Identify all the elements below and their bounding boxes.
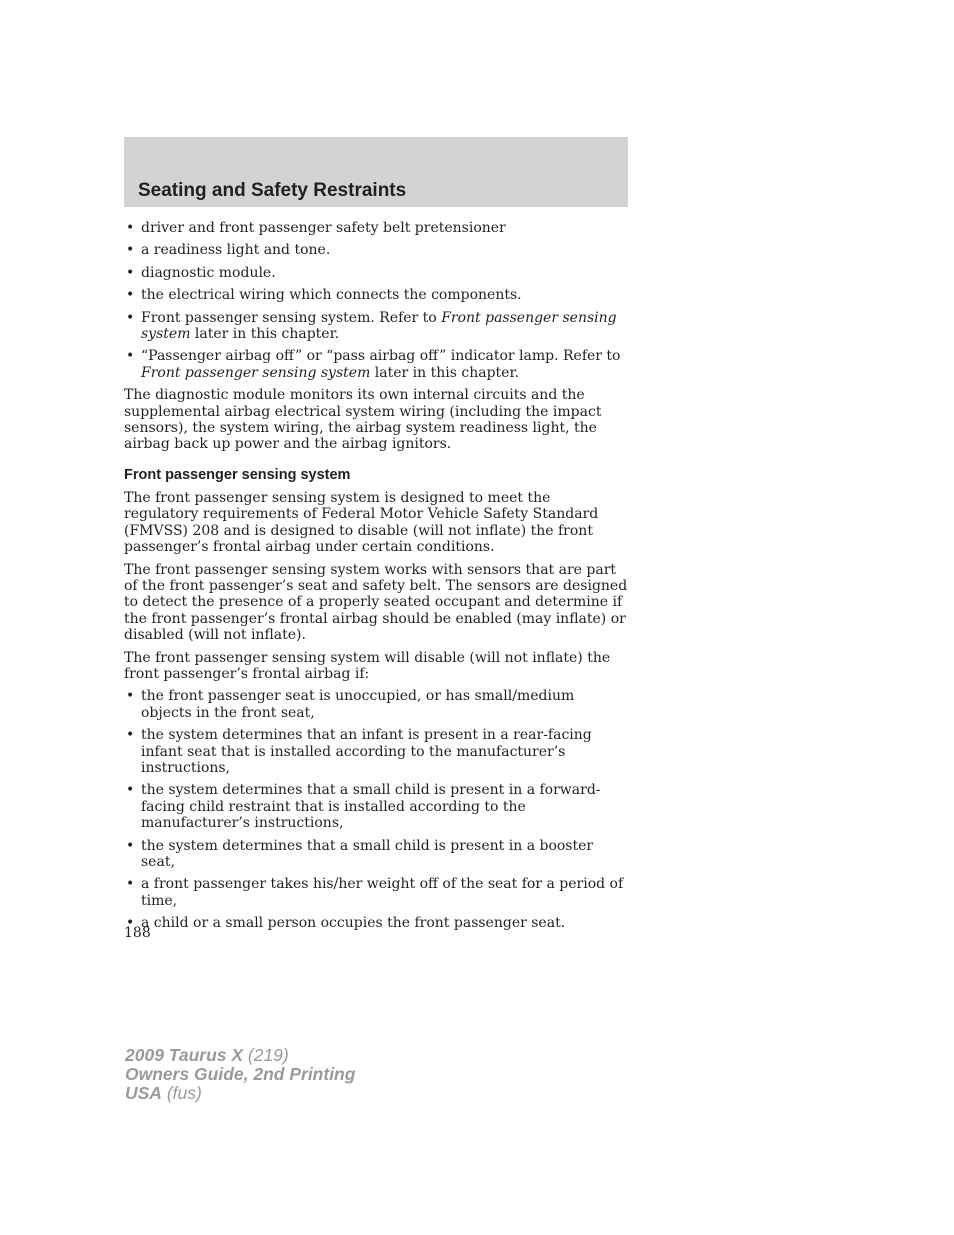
section-heading: Front passenger sensing system (124, 466, 351, 483)
paragraph: The front passenger sensing system will disable (will not inflate) the front passenger’s frontal airbag if: (124, 649, 611, 682)
diagnostic-module-paragraph: The diagnostic module monitors its own internal circuits and the supplemental airbag electrical system wiring (including the impact sensors), the system wiring, the airbag system readiness light, the airbag back up power and the airbag ignitors. (124, 387, 602, 453)
paragraph: The front passenger sensing system works with sensors that are part of the front passenger’s seat and safety belt. The sensors are designed to detect the presence of a properly seated occupant and determine if the front passenger’s frontal airbag should be enabled (may inflate) or disabled (will not inflate). (124, 561, 628, 644)
chapter-title: Seating and Safety Restraints (138, 180, 407, 201)
footer-line: 2009 Taurus X (219) (125, 1045, 289, 1065)
footer-line: USA (fus) (125, 1083, 202, 1103)
list-item: • driver and front passenger safety belt pretensioner (124, 220, 628, 236)
cross-reference: Front passenger sensing system (141, 309, 617, 343)
cross-reference: Front passenger sensing system (141, 364, 371, 381)
list-item: • the system determines that a small child is present in a forward-facing child restraint that is installed according to the manufacturer’s instructions, (124, 782, 628, 831)
list-item: • the front passenger seat is unoccupied, or has small/medium objects in the front seat, (124, 688, 628, 721)
chapter-header-band (124, 137, 628, 207)
list-item: • a readiness light and tone. (124, 242, 628, 258)
list-item: • a child or a small person occupies the front passenger seat. (124, 915, 628, 931)
page-content (124, 220, 628, 938)
list-item: • diagnostic module. (124, 265, 628, 281)
list-item: • the system determines that a small child is present in a booster seat, (124, 838, 628, 871)
airbag-components-list (124, 220, 628, 381)
page-number: 188 (124, 925, 151, 941)
list-item: • “Passenger airbag off” or “pass airbag off” indicator lamp. Refer to Front passenger sensing system later in this chapter. (124, 348, 628, 381)
footer-line: Owners Guide, 2nd Printing (125, 1064, 356, 1084)
list-item: • Front passenger sensing system. Refer to Front passenger sensing system later in this chapter. (124, 310, 628, 343)
document-footer (125, 1046, 355, 1103)
list-item: • the system determines that an infant is present in a rear-facing infant seat that is installed according to the manufacturer’s instructions, (124, 727, 628, 776)
list-item: • a front passenger takes his/her weight off of the seat for a period of time, (124, 876, 628, 909)
list-item: • the electrical wiring which connects the components. (124, 287, 628, 303)
paragraph: The front passenger sensing system is designed to meet the regulatory requirements of Federal Motor Vehicle Safety Standard (FMVSS) 208 and is designed to disable (will not inflate) the front passenger’s frontal airbag under certain conditions. (124, 489, 599, 556)
disable-conditions-list (124, 688, 628, 931)
